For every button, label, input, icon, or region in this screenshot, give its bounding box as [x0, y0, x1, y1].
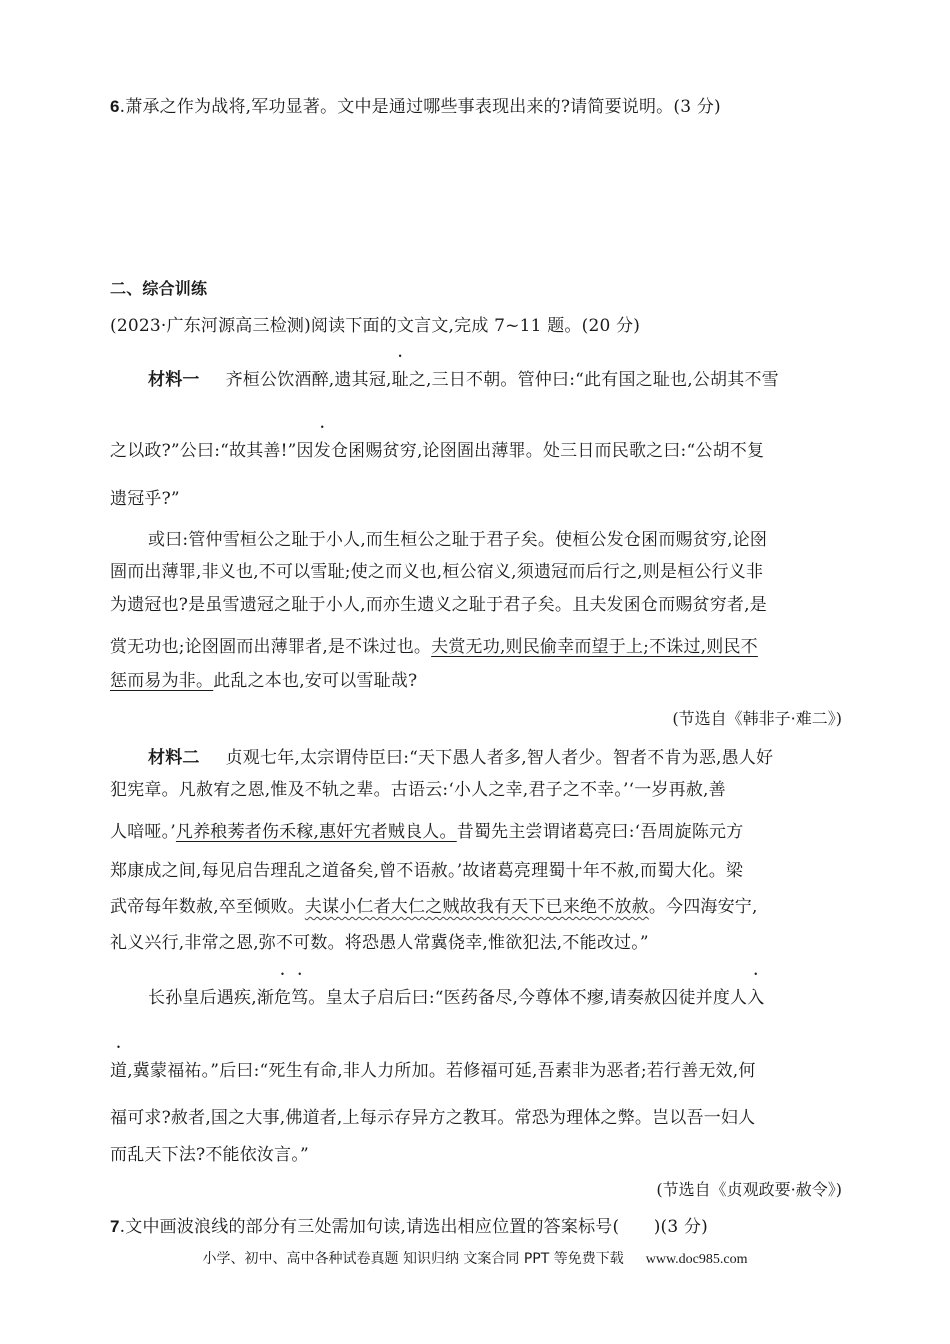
text-span: 之以政?”公曰:“故其善!”因 — [110, 441, 314, 461]
question-7 — [110, 1212, 850, 1237]
underlined-sentence: 凡养稂莠者伤禾稼,惠奸宄者贼良人。 — [175, 822, 457, 842]
material1-para2-line-3: 为遗冠也?是虽雪遗冠之耻于小人,而亦生遗义之耻于君子矣。且夫发囷仓而赐贫穷者,是 — [110, 595, 767, 615]
text-span: 昔蜀先主尝谓诸葛亮曰:‘吾周旋陈元方 — [456, 822, 744, 842]
question-number: 6 — [110, 97, 120, 116]
material2-para2-line-1 — [148, 983, 850, 1008]
text-span: 。皇太子启后曰:“医药备尽,今尊体不瘳,请奏赦囚徒并度人 — [308, 988, 748, 1008]
material1-para2-line-4 — [110, 632, 850, 657]
material1-para2-line-5 — [110, 666, 850, 691]
underlined-sentence: 惩而易为非。 — [110, 671, 214, 691]
material2-line-6: 礼义兴行,非常之恩,弥不可数。将恐愚人常冀侥幸,惟欲犯法,不能改过。” — [110, 933, 649, 953]
material2-para2-line-4: 而乱天下法?不能依汝言。” — [110, 1145, 309, 1165]
material2-line-2: 犯宪章。凡赦宥之恩,惟及不轨之辈。古语云:‘小人之幸,君子之不幸。’‘一岁再赦,善 — [110, 780, 726, 800]
text-span: 贞观七年,太宗谓侍臣曰:“天下愚人者多,智人者少。智者不肯为恶,愚人好 — [225, 748, 774, 768]
material2-line-1 — [148, 743, 850, 768]
question-text: .萧承之作为战将,军功显著。文中是通过哪些事表现出来的?请简要说明。(3 分) — [119, 97, 721, 117]
material2-line-5 — [110, 892, 850, 917]
text-span: 长孙皇后遇疾,渐 — [148, 988, 275, 1008]
emphasis-dot-char: 发 — [313, 441, 331, 461]
text-span: 仓囷赐贫穷,论囹圄出薄罪。处三日而民歌之曰:“公胡不复 — [330, 441, 765, 461]
material1-source: (节选自《韩非子·难二》) — [672, 709, 842, 728]
wavy-underlined-passage: 夫谋小仁者大仁之贼故我有天下已来绝不放赦 — [304, 897, 649, 917]
section-title: 二、综合训练 — [110, 279, 208, 298]
text-span: 。今四海安宁, — [648, 897, 758, 917]
text-span: 之,三日不朝。管仲曰:“此有国之耻也,公胡其不雪 — [408, 370, 779, 390]
material2-source: (节选自《贞观政要·赦令》) — [656, 1180, 842, 1199]
text-span: 赏无功也;论囹圄而出薄罪者,是不诛过也。 — [110, 637, 432, 657]
emphasis-dot-char: 入 — [747, 988, 765, 1008]
text-span: 此乱之本也,安可以雪耻哉? — [213, 671, 418, 691]
emphasis-dot-char: 耻 — [391, 370, 409, 390]
question-6 — [110, 92, 850, 117]
footer — [0, 1248, 950, 1268]
question-text: .文中画波浪线的部分有三处需加句读,请选出相应位置的答案标号( )(3 分) — [119, 1217, 709, 1237]
material1-para2-line-2: 圄而出薄罪,非义也,不可以雪耻;使之而义也,桓公宿义,须遗冠而后行之,则是桓公行义非 — [110, 562, 764, 582]
emphasis-dot-char: 笃 — [291, 988, 309, 1008]
material1-line-2 — [110, 436, 850, 461]
question-number: 7 — [110, 1217, 120, 1236]
material1-line-1 — [148, 365, 850, 390]
emphasis-dot-char: 道 — [110, 1061, 128, 1081]
material2-para2-line-3: 福可求?赦者,国之大事,佛道者,上每示存异方之教耳。常恐为理体之弊。岂以吾一妇人 — [110, 1108, 756, 1128]
material1-para2-line-1: 或曰:管仲雪桓公之耻于小人,而生桓公之耻于君子矣。使桓公发仓囷而赐贫穷,论囹 — [148, 530, 768, 550]
material-label: 材料一 — [148, 370, 200, 390]
footer-url[interactable]: www.doc985.com — [645, 1252, 748, 1267]
material2-para2-line-2 — [110, 1056, 850, 1081]
emphasis-dot-char: 危 — [274, 988, 292, 1008]
material2-line-4: 郑康成之间,每见启告理乱之道备矣,曾不语赦。’故诸葛亮理蜀十年不赦,而蜀大化。梁 — [110, 861, 744, 881]
section-intro: (2023·广东河源高三检测)阅读下面的文言文,完成 7~11 题。(20 分) — [110, 316, 641, 336]
text-span: 齐桓公饮酒醉,遗其冠, — [225, 370, 392, 390]
text-span: 人喑哑。’ — [110, 822, 176, 842]
underlined-sentence: 夫赏无功,则民偷幸而望于上;不诛过,则民不 — [431, 637, 758, 657]
text-span: ,冀蒙福祐。”后曰:“死生有命,非人力所加。若修福可延,吾素非为恶者;若行善无效,何 — [127, 1061, 756, 1081]
footer-text: 小学、初中、高中各种试卷真题 知识归纳 文案合同 PPT 等免费下载 — [202, 1251, 624, 1267]
material1-line-3: 遗冠乎?” — [110, 489, 180, 509]
text-span: 武帝每年数赦,卒至倾败。 — [110, 897, 305, 917]
material2-line-3 — [110, 817, 850, 842]
material-label: 材料二 — [148, 748, 200, 768]
